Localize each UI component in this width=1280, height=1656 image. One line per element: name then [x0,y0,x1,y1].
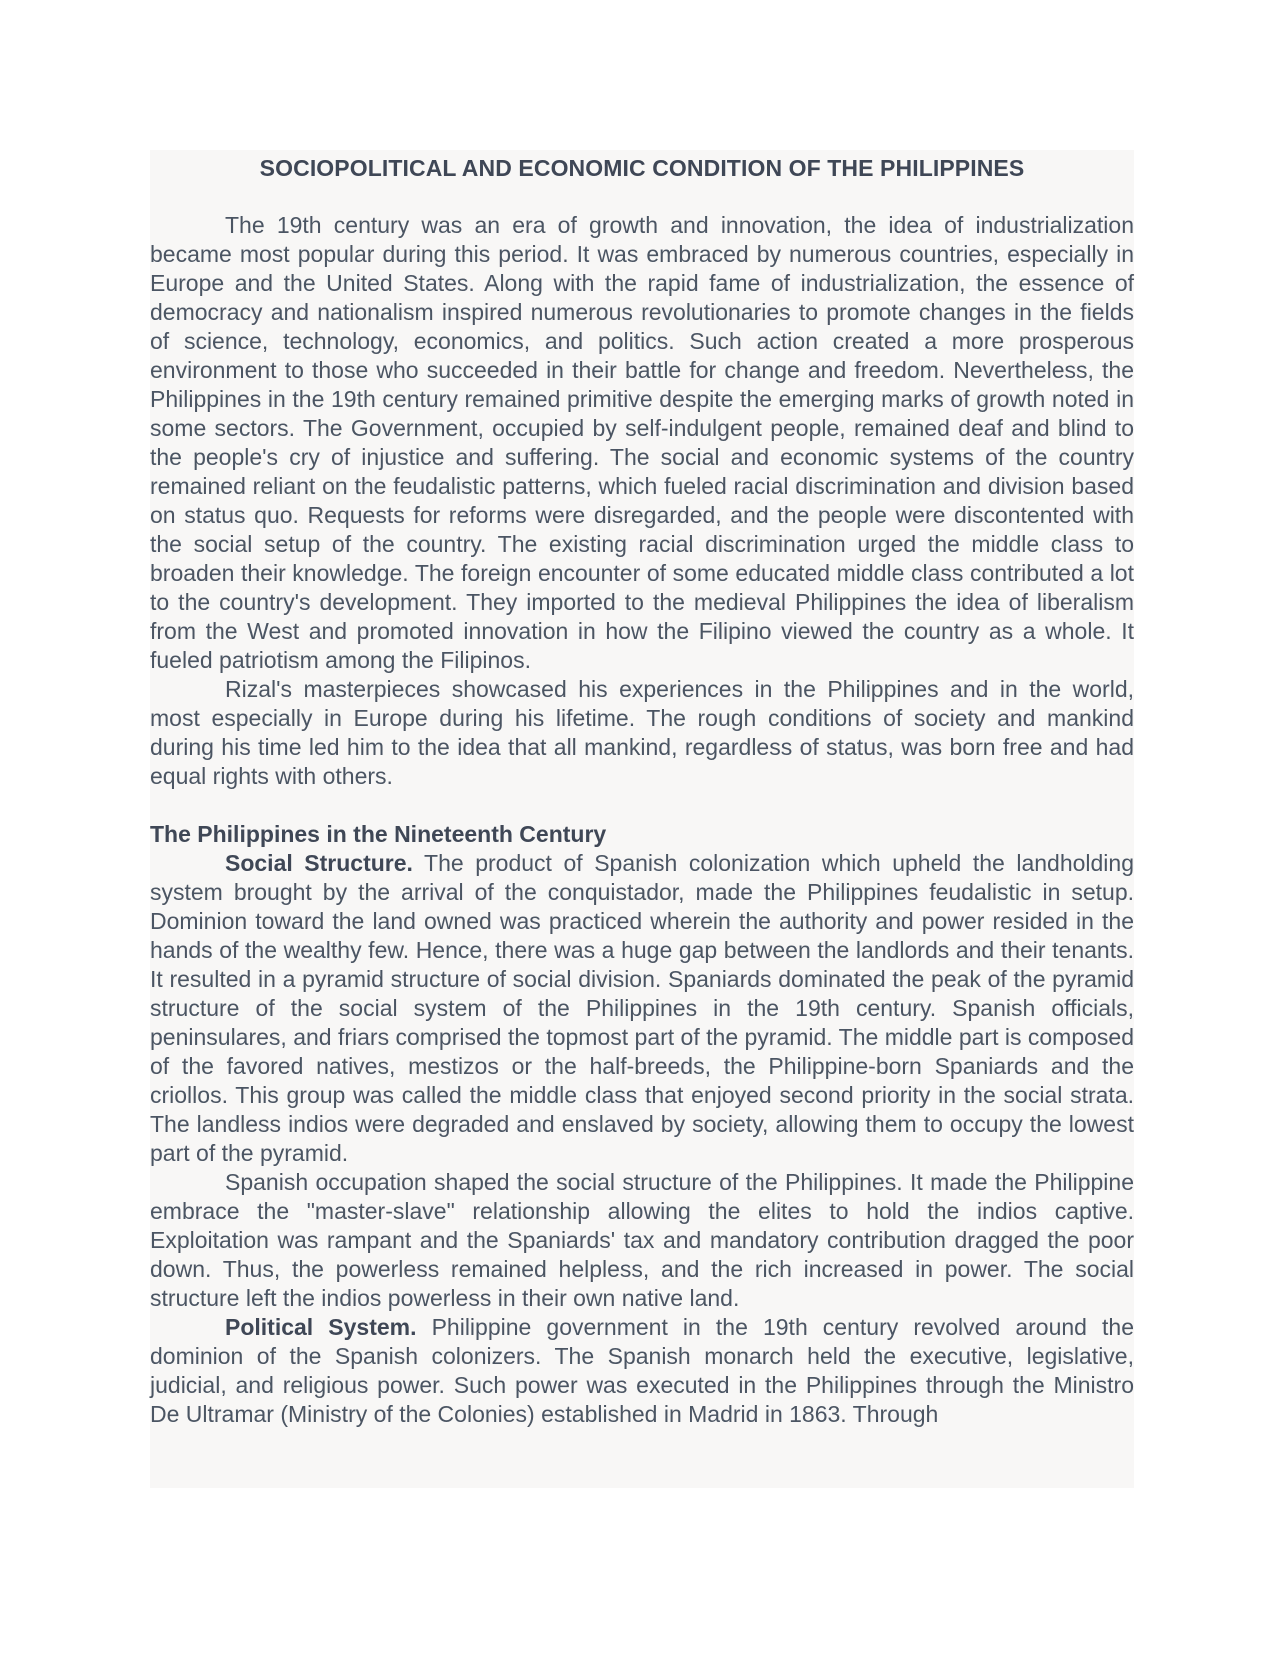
section-heading: The Philippines in the Nineteenth Century [150,821,607,847]
social-structure-text: The product of Spanish colonization which upheld the landholding system brought by the arrival of the conquistador, made the Philippines feudalistic in setup. Dominion toward the land owned was practiced wherein the authority and power resided in the hands of the wealthy few. Hence, there was a huge gap between the landlords and their tenants. It resulted in a pyramid structure of social division. Spaniards dominated the peak of the pyramid structure of the social system of the Philippines in the 19th century. Spanish officials, peninsulares, and friars comprised the topmost part of the pyramid. The middle part is composed of the favored natives, mestizos or the half-breeds, the Philippine-born Spaniards and the criollos. This group was called the middle class that enjoyed second priority in the social strata. The landless indios were degraded and enslaved by society, allowing them to occupy the lowest part of the pyramid. [150,850,1135,1166]
political-system-text: Philippine government in the 19th century revolved around the dominion of the Spanish colonizers. The Spanish monarch held the executive, legislative, judicial, and religious power. Such power was executed in the Philippines through the Ministro De Ultramar (Ministry of the Colonies) established in Madrid in 1863. Through [150,1314,1134,1427]
document-page [150,150,1134,1488]
intro-paragraph-2: Rizal's masterpieces showcased his experiences in the Philippines and in the world, most especially in Europe during his lifetime. The rough conditions of society and mankind during his time led him to the idea that all mankind, regardless of status, was born free and had equal rights with others. [150,676,1134,789]
social-structure-lead: Social Structure. [225,850,413,876]
document-title: SOCIOPOLITICAL AND ECONOMIC CONDITION OF THE PHILIPPINES [259,155,1025,181]
social-structure-continuation: Spanish occupation shaped the social structure of the Philippines. It made the Philippine embrace the "master-slave" relationship allowing the elites to hold the indios captive. Exploitation was rampant and the Spaniards' tax and mandatory contribution dragged the poor down. Thus, the powerless remained helpless, and the rich increased in power. The social structure left the indios powerless in their own native land. [150,1169,1134,1311]
social-structure-paragraph [150,849,1134,1168]
intro-paragraph-1: The 19th century was an era of growth and innovation, the idea of industrialization became most popular during this period. It was embraced by numerous countries, especially in Europe and the United States. Along with the rapid fame of industrialization, the essence of democracy and nationalism inspired numerous revolutionaries to promote changes in the fields of science, technology, economics, and politics. Such action created a more prosperous environment to those who succeeded in their battle for change and freedom. Nevertheless, the Philippines in the 19th century remained primitive despite the emerging marks of growth noted in some sectors. The Government, occupied by self-indulgent people, remained deaf and blind to the people's cry of injustice and suffering. The social and economic systems of the country remained reliant on the feudalistic patterns, which fueled racial discrimination and division based on status quo. Requests for reforms were disregarded, and the people were discontented with the social setup of the country. The existing racial discrimination urged the middle class to broaden their knowledge. The foreign encounter of some educated middle class contributed a lot to the country's development. They imported to the medieval Philippines the idea of liberalism from the West and promoted innovation in how the Filipino viewed the country as a whole. It fueled patriotism among the Filipinos. [150,212,1134,673]
political-system-paragraph [150,1313,1134,1429]
political-system-lead: Political System. [225,1314,417,1340]
document-body [150,150,1134,1429]
